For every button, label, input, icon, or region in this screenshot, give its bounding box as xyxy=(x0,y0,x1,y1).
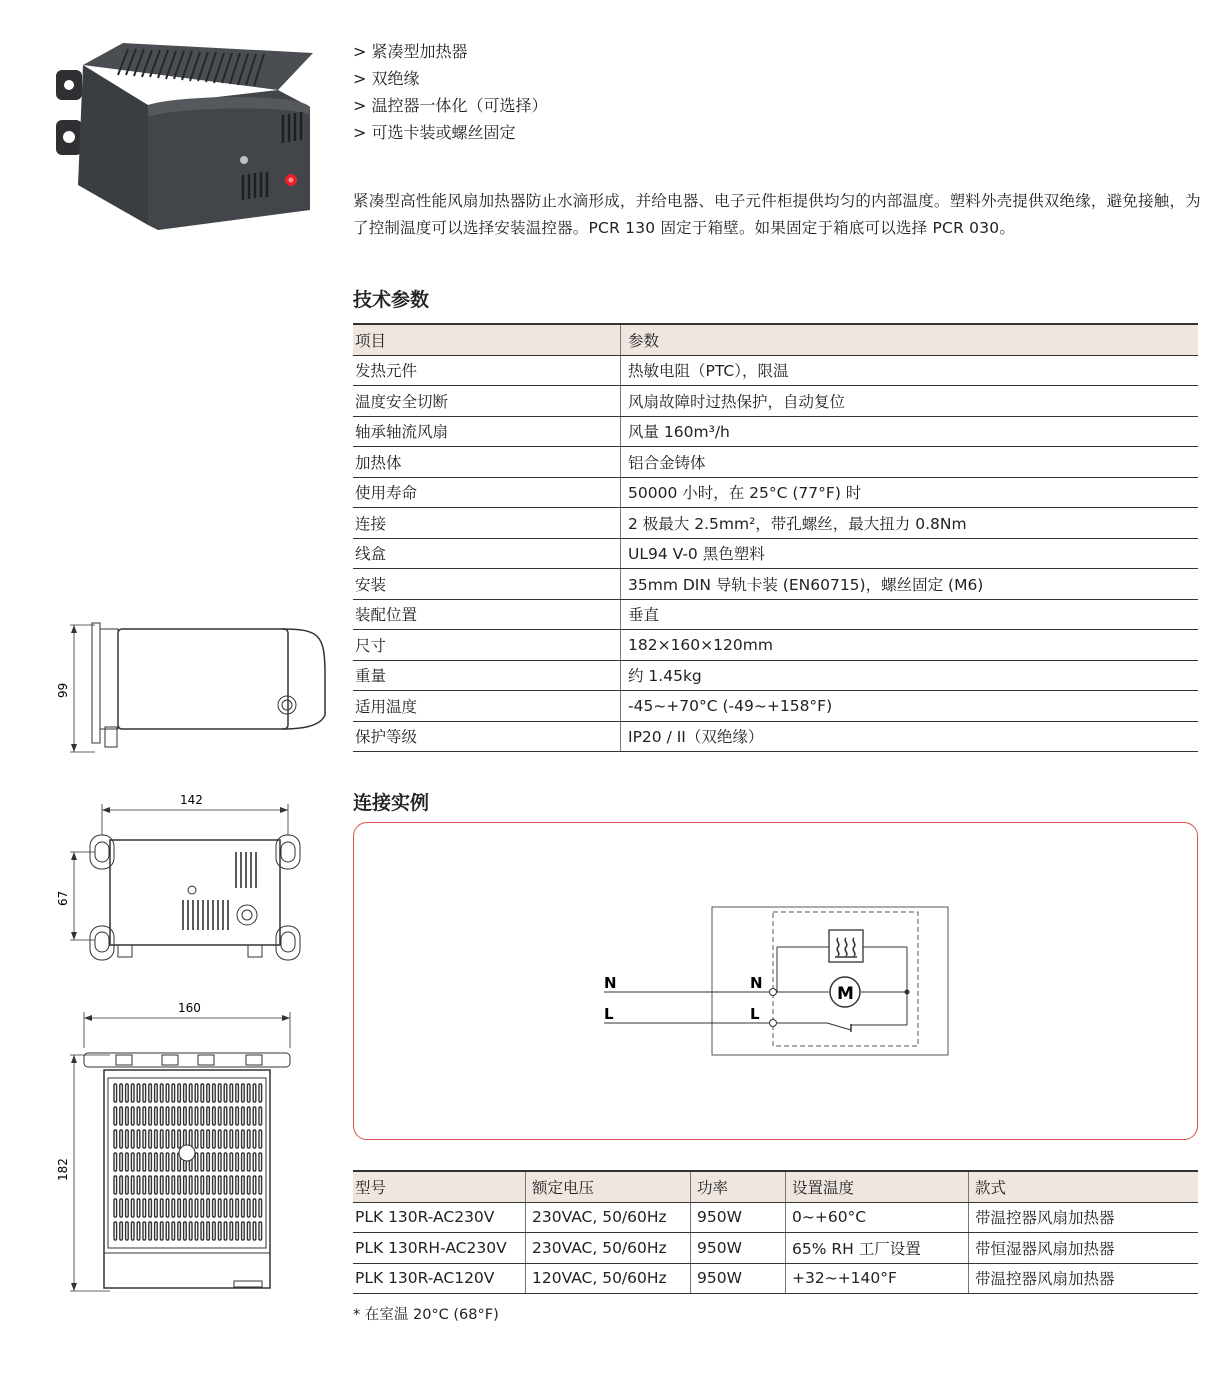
grille-slot xyxy=(247,1130,250,1148)
grille-slot xyxy=(213,1084,216,1102)
feature-item: > 紧凑型加热器 xyxy=(353,42,468,61)
grille-slot xyxy=(213,1199,216,1217)
table-row xyxy=(353,447,1198,478)
grille-slot xyxy=(213,1176,216,1194)
grille-slot xyxy=(224,1222,227,1240)
table-row xyxy=(353,477,1198,508)
grille-slot xyxy=(131,1107,134,1125)
grille-slot xyxy=(218,1153,221,1171)
spec-label: 温度安全切断 xyxy=(353,386,621,417)
grille-slot xyxy=(131,1153,134,1171)
grille-slot xyxy=(160,1222,163,1240)
grille-slot xyxy=(242,1153,245,1171)
grille-slot xyxy=(195,1107,198,1125)
grille-slot xyxy=(201,1199,204,1217)
line-label-n: N xyxy=(604,974,617,992)
grille-slot xyxy=(143,1153,146,1171)
voltage-cell: 120VAC, 50/60Hz xyxy=(526,1263,691,1294)
table-row xyxy=(353,386,1198,417)
grille-slot xyxy=(160,1199,163,1217)
spec-value: 热敏电阻（PTC），限温 xyxy=(621,355,1199,386)
grille-slot xyxy=(143,1084,146,1102)
grille-slot xyxy=(247,1084,250,1102)
dimension-label: 142 xyxy=(180,793,203,807)
type-cell: 带温控器风扇加热器 xyxy=(969,1202,1199,1233)
grille-slot xyxy=(114,1176,117,1194)
grille-slot xyxy=(137,1153,140,1171)
grille-slot xyxy=(253,1084,256,1102)
footnote: * 在室温 20°C (68°F) xyxy=(353,1307,499,1323)
grille-slot xyxy=(166,1107,169,1125)
grille-slot xyxy=(259,1199,262,1217)
product-description: 紧凑型高性能风扇加热器防止水滴形成，并给电器、电子元件柜提供均匀的内部温度。塑料外壳提供双绝缘，避免接触，为了控制温度可以选择安装温控器。PCR 130 固定于箱壁。如果固定于箱底可以选择 PCR 030。 xyxy=(353,192,1201,237)
spec-label: 使用寿命 xyxy=(353,477,621,508)
column-header: 额定电压 xyxy=(526,1171,691,1202)
grille-slot xyxy=(160,1176,163,1194)
grille-slot xyxy=(259,1222,262,1240)
model-cell: PLK 130RH-AC230V xyxy=(353,1233,526,1264)
grille-slot xyxy=(126,1176,129,1194)
spec-label: 重量 xyxy=(353,660,621,691)
dimension-label: 99 xyxy=(56,682,70,698)
grille-slot xyxy=(201,1084,204,1102)
grille-slot xyxy=(160,1084,163,1102)
grille-slot xyxy=(218,1199,221,1217)
grille-slot xyxy=(230,1107,233,1125)
grille-slot xyxy=(149,1176,152,1194)
grille-slot xyxy=(114,1107,117,1125)
grille-slot xyxy=(160,1153,163,1171)
grille-slot xyxy=(213,1153,216,1171)
table-row xyxy=(353,1263,1198,1294)
spec-value: 182×160×120mm xyxy=(621,630,1199,661)
grille-slot xyxy=(155,1084,158,1102)
spec-label: 装配位置 xyxy=(353,599,621,630)
spec-label: 连接 xyxy=(353,508,621,539)
grille-slot xyxy=(155,1130,158,1148)
grille-slot xyxy=(253,1222,256,1240)
grille-slot xyxy=(143,1130,146,1148)
motor-label: M xyxy=(837,984,854,1004)
spec-value: 2 极最大 2.5mm²，带孔螺丝，最大扭力 0.8Nm xyxy=(621,508,1199,539)
grille-slot xyxy=(155,1107,158,1125)
grille-slot xyxy=(172,1176,175,1194)
spec-value: 风量 160m³/h xyxy=(621,416,1199,447)
grille-slot xyxy=(247,1222,250,1240)
grille-slot xyxy=(137,1130,140,1148)
grille-slot xyxy=(189,1176,192,1194)
dimension-label: 160 xyxy=(178,1001,201,1015)
feature-item: > 双绝缘 xyxy=(353,69,420,88)
spec-label: 适用温度 xyxy=(353,691,621,722)
grille-slot xyxy=(236,1222,239,1240)
grille-slot xyxy=(126,1107,129,1125)
grille-slot xyxy=(149,1199,152,1217)
grille-slot xyxy=(259,1130,262,1148)
grille-slot xyxy=(114,1130,117,1148)
grille-slot xyxy=(178,1107,181,1125)
grille-slot xyxy=(189,1084,192,1102)
grille-slot xyxy=(253,1153,256,1171)
grille-slot xyxy=(236,1084,239,1102)
grille-slot xyxy=(207,1084,210,1102)
column-header: 项目 xyxy=(353,324,621,355)
grille-slot xyxy=(195,1176,198,1194)
grille-slot xyxy=(195,1199,198,1217)
column-header: 型号 xyxy=(353,1171,526,1202)
grille-slot xyxy=(166,1222,169,1240)
grille-slot xyxy=(143,1107,146,1125)
grille-slot xyxy=(189,1107,192,1125)
grille-slot xyxy=(242,1084,245,1102)
terminal-label-l: L xyxy=(750,1005,760,1023)
power-cell: 950W xyxy=(691,1202,786,1233)
grille-slot xyxy=(253,1199,256,1217)
grille-slot xyxy=(224,1130,227,1148)
voltage-cell: 230VAC, 50/60Hz xyxy=(526,1233,691,1264)
feature-list xyxy=(353,38,548,146)
grille-slot xyxy=(201,1176,204,1194)
grille-slot xyxy=(184,1199,187,1217)
grille-slot xyxy=(259,1176,262,1194)
table-row xyxy=(353,416,1198,447)
type-cell: 带温控器风扇加热器 xyxy=(969,1263,1199,1294)
feature-item: > 温控器一体化（可选择） xyxy=(353,96,548,115)
grille-slot xyxy=(184,1084,187,1102)
table-row xyxy=(353,660,1198,691)
grille-slot xyxy=(126,1153,129,1171)
grille-slot xyxy=(155,1153,158,1171)
grille-slot xyxy=(184,1107,187,1125)
grille-slot xyxy=(218,1084,221,1102)
grille-slot xyxy=(178,1130,181,1148)
grille-slot xyxy=(137,1176,140,1194)
type-cell: 带恒湿器风扇加热器 xyxy=(969,1233,1199,1264)
line-label-l: L xyxy=(604,1005,614,1023)
grille-slot xyxy=(126,1130,129,1148)
grille-slot xyxy=(137,1107,140,1125)
spec-label: 轴承轴流风扇 xyxy=(353,416,621,447)
spec-value: IP20 / II（双绝缘） xyxy=(621,721,1199,752)
grille-slot xyxy=(184,1222,187,1240)
setting-cell: 0~+60°C xyxy=(786,1202,969,1233)
grille-slot xyxy=(213,1130,216,1148)
spec-value: UL94 V-0 黑色塑料 xyxy=(621,538,1199,569)
setting-cell: 65% RH 工厂设置 xyxy=(786,1233,969,1264)
grille-slot xyxy=(224,1199,227,1217)
grille-slot xyxy=(230,1084,233,1102)
grille-slot xyxy=(160,1130,163,1148)
grille-slot xyxy=(189,1199,192,1217)
table-row xyxy=(353,691,1198,722)
grille-slot xyxy=(213,1222,216,1240)
column-header: 设置温度 xyxy=(786,1171,969,1202)
model-cell: PLK 130R-AC230V xyxy=(353,1202,526,1233)
grille-slot xyxy=(207,1222,210,1240)
grille-slot xyxy=(201,1107,204,1125)
grille-slot xyxy=(126,1222,129,1240)
spec-label: 保护等级 xyxy=(353,721,621,752)
table-row xyxy=(353,630,1198,661)
grille-slot xyxy=(230,1199,233,1217)
grille-slot xyxy=(230,1222,233,1240)
grille-slot xyxy=(114,1153,117,1171)
grille-slot xyxy=(195,1153,198,1171)
grille-slot xyxy=(236,1153,239,1171)
grille-slot xyxy=(131,1084,134,1102)
grille-slot xyxy=(172,1084,175,1102)
grille-slot xyxy=(120,1199,123,1217)
grille-slot xyxy=(253,1176,256,1194)
grille-slot xyxy=(218,1130,221,1148)
table-row xyxy=(353,508,1198,539)
setting-cell: +32~+140°F xyxy=(786,1263,969,1294)
grille-slot xyxy=(242,1222,245,1240)
voltage-cell: 230VAC, 50/60Hz xyxy=(526,1202,691,1233)
specs-table xyxy=(353,323,1198,752)
grille-slot xyxy=(178,1176,181,1194)
grille-slot xyxy=(131,1176,134,1194)
spec-value: 铝合金铸体 xyxy=(621,447,1199,478)
grille-slot xyxy=(201,1130,204,1148)
grille-slot xyxy=(120,1222,123,1240)
grille-slot xyxy=(195,1222,198,1240)
grille-slot xyxy=(242,1130,245,1148)
grille-slot xyxy=(178,1084,181,1102)
grille-slot xyxy=(120,1176,123,1194)
dimension-label: 67 xyxy=(56,890,70,906)
grille-slot xyxy=(143,1222,146,1240)
grille-slot xyxy=(155,1176,158,1194)
grille-slot xyxy=(213,1107,216,1125)
table-row xyxy=(353,538,1198,569)
grille-slot xyxy=(160,1107,163,1125)
grille-slot xyxy=(230,1130,233,1148)
spec-value: 垂直 xyxy=(621,599,1199,630)
grille-slot xyxy=(195,1130,198,1148)
grille-slot xyxy=(236,1107,239,1125)
grille-slot xyxy=(137,1222,140,1240)
grille-slot xyxy=(143,1199,146,1217)
grille-slot xyxy=(114,1199,117,1217)
grille-slot xyxy=(131,1222,134,1240)
model-cell: PLK 130R-AC120V xyxy=(353,1263,526,1294)
grille-slot xyxy=(224,1176,227,1194)
grille-slot xyxy=(120,1153,123,1171)
grille-slot xyxy=(131,1199,134,1217)
grille-slot xyxy=(201,1153,204,1171)
side-view-drawing xyxy=(50,615,340,760)
dimension-label: 182 xyxy=(56,1158,70,1181)
grille-slot xyxy=(259,1084,262,1102)
grille-slot xyxy=(207,1130,210,1148)
spec-value: 风扇故障时过热保护，自动复位 xyxy=(621,386,1199,417)
column-header: 款式 xyxy=(969,1171,1199,1202)
grille-slot xyxy=(137,1199,140,1217)
grille-slot xyxy=(149,1222,152,1240)
grille-slot xyxy=(224,1107,227,1125)
grille-slot xyxy=(149,1130,152,1148)
grille-slot xyxy=(120,1130,123,1148)
connection-title: 连接实例 xyxy=(353,792,430,814)
grille-slot xyxy=(178,1222,181,1240)
table-row xyxy=(353,355,1198,386)
grille-slot xyxy=(149,1084,152,1102)
grille-slot xyxy=(253,1107,256,1125)
grille-slot xyxy=(236,1176,239,1194)
grille-slot xyxy=(230,1176,233,1194)
grille-slot xyxy=(259,1107,262,1125)
grille-slot xyxy=(126,1084,129,1102)
grille-slot xyxy=(166,1199,169,1217)
grille-slot xyxy=(230,1153,233,1171)
grille-slot xyxy=(195,1084,198,1102)
grille-slot xyxy=(236,1199,239,1217)
grille-slot xyxy=(166,1084,169,1102)
spec-label: 尺寸 xyxy=(353,630,621,661)
grille-slot xyxy=(143,1176,146,1194)
front-view-drawing xyxy=(50,790,310,970)
grille-slot xyxy=(247,1199,250,1217)
grille-slot xyxy=(236,1130,239,1148)
column-header: 功率 xyxy=(691,1171,786,1202)
grille-slot xyxy=(166,1176,169,1194)
grille-slot xyxy=(207,1176,210,1194)
spec-value: 50000 小时，在 25°C (77°F) 时 xyxy=(621,477,1199,508)
grille-slot xyxy=(172,1222,175,1240)
grille-slot xyxy=(172,1107,175,1125)
grille-slot xyxy=(172,1199,175,1217)
grille-slot xyxy=(155,1222,158,1240)
grille-slot xyxy=(247,1107,250,1125)
grille-slot xyxy=(184,1176,187,1194)
table-row xyxy=(353,1202,1198,1233)
grille-slot xyxy=(131,1130,134,1148)
spec-label: 发热元件 xyxy=(353,355,621,386)
terminal-label-n: N xyxy=(750,974,763,992)
grille-slot xyxy=(218,1107,221,1125)
grille-slot xyxy=(242,1107,245,1125)
model-table xyxy=(353,1170,1198,1294)
grille-slot xyxy=(242,1199,245,1217)
grille-slot xyxy=(259,1153,262,1171)
table-header-row xyxy=(353,1171,1198,1202)
product-photo xyxy=(48,35,313,230)
grille-slot xyxy=(114,1084,117,1102)
grille-slot xyxy=(172,1130,175,1148)
feature-item: > 可选卡装或螺丝固定 xyxy=(353,123,516,142)
grille-slot xyxy=(224,1084,227,1102)
spec-value: 约 1.45kg xyxy=(621,660,1199,691)
wiring-diagram xyxy=(595,900,955,1060)
grille-slot xyxy=(218,1176,221,1194)
grille-slot xyxy=(224,1153,227,1171)
grille-slot xyxy=(155,1199,158,1217)
table-row xyxy=(353,1233,1198,1264)
grille-slot xyxy=(114,1222,117,1240)
power-cell: 950W xyxy=(691,1233,786,1264)
grille-slot xyxy=(178,1199,181,1217)
grille-slot xyxy=(207,1107,210,1125)
grille-slot xyxy=(253,1130,256,1148)
table-row xyxy=(353,569,1198,600)
grille-slot xyxy=(137,1084,140,1102)
spec-label: 加热体 xyxy=(353,447,621,478)
grille-slot xyxy=(120,1084,123,1102)
grille-slot xyxy=(242,1176,245,1194)
grille-slot xyxy=(126,1199,129,1217)
grille-slot xyxy=(218,1222,221,1240)
table-row xyxy=(353,721,1198,752)
spec-label: 安装 xyxy=(353,569,621,600)
grille-slot xyxy=(172,1153,175,1171)
spec-value: 35mm DIN 导轨卡装 (EN60715)，螺丝固定 (M6) xyxy=(621,569,1199,600)
top-view-drawing xyxy=(50,998,310,1298)
grille-slot xyxy=(166,1130,169,1148)
spec-label: 线盒 xyxy=(353,538,621,569)
table-header-row xyxy=(353,324,1198,355)
grille-slot xyxy=(201,1222,204,1240)
grille-slot xyxy=(207,1199,210,1217)
grille-slot xyxy=(149,1107,152,1125)
grille-slot xyxy=(189,1222,192,1240)
grille-slot xyxy=(120,1107,123,1125)
grille-slot xyxy=(247,1153,250,1171)
spec-value: -45~+70°C (-49~+158°F) xyxy=(621,691,1199,722)
grille-slot xyxy=(247,1176,250,1194)
power-cell: 950W xyxy=(691,1263,786,1294)
grille-slot xyxy=(166,1153,169,1171)
specs-title: 技术参数 xyxy=(353,289,430,311)
grille-slot xyxy=(207,1153,210,1171)
grille-slot xyxy=(149,1153,152,1171)
column-header: 参数 xyxy=(621,324,1199,355)
table-row xyxy=(353,599,1198,630)
